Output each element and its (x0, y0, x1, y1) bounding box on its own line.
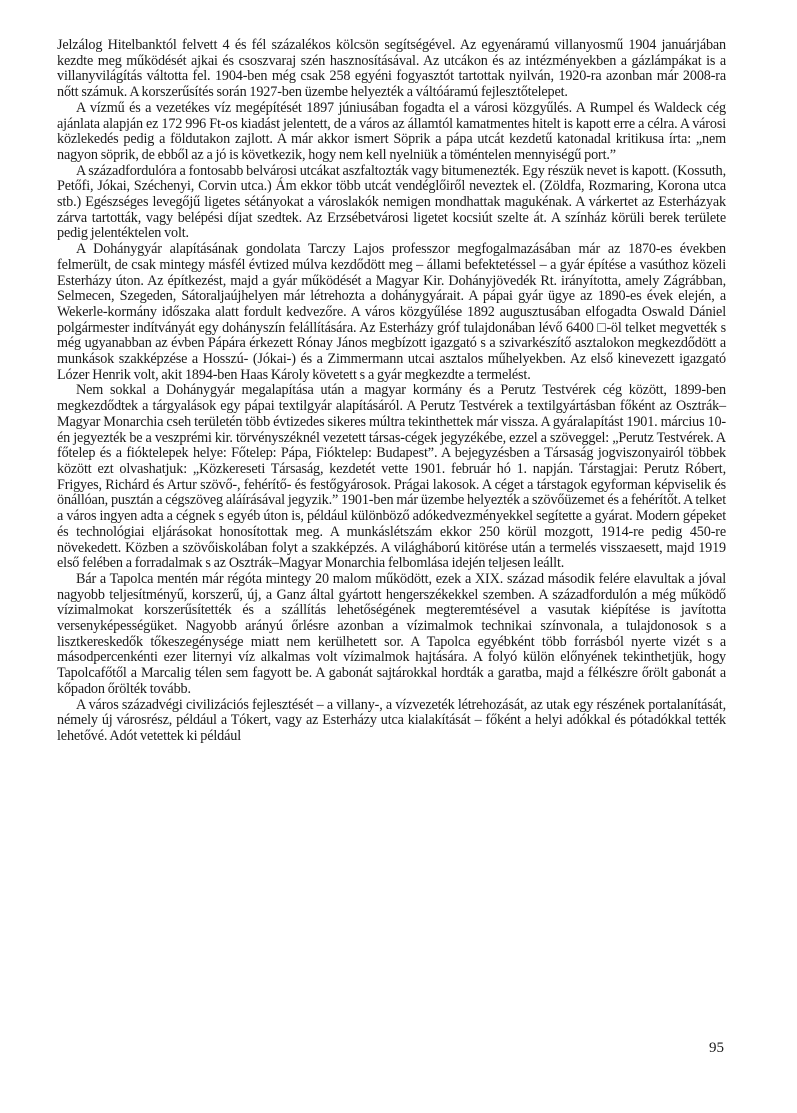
page-number: 95 (709, 1040, 724, 1056)
paragraph-city-development: A város századvégi civilizációs fejlesztését – a villany-, a vízvezeték létrehozását, az utak egy részének portalanítását, némely új városrész, például a Tókert, vagy az Esterházy utca kialakítását – főként a helyi adókkal és pótadókkal tették lehetővé. Adót vetettek ki például (57, 696, 726, 744)
paragraph-electricity: Jelzálog Hitelbanktól felvett 4 és fél százalékos kölcsön segítségével. Az egyenáramú villanyosmű 1904 januárjában kezdte meg működését ajkai és csoszvaraj szén hasznosításával. Az utcákon és az intézményekben a gázlámpákat is a villanyvilágítás váltotta fel. 1904-ben még csak 258 egyéni fogyasztót tartottak nyilván, 1920-ra azonban már 2008-ra nőtt számuk. A korszerűsítés során 1927-ben üzembe helyezték a váltóáramú fejlesztőtelepet. (57, 37, 726, 101)
paragraph-mills: Bár a Tapolca mentén már régóta mintegy 20 malom működött, ezek a XIX. század második felére elavultak a jóval nagyobb teljesítményű, korszerű, új, a Ganz által gyártott hengerszékekkel szemben. A századfordulón a még működő vízimalmokat korszerűsítették és a szállítás lehetőségének megteremtésével a vasutak kiépítése is javította versenyképességüket. Nagyobb arányú őrlésre azonban a vízimalmok technikai színvonala, a tulajdonosok s a lisztkereskedők tőkeszegénysége miatt nem kerülhetett sor. A Tapolca egyébként több forrásból nyerte vizét s a másodpercenkénti ezer liternyi víz alkalmas volt vízimalmok hajtására. A folyó külön előnyének tekinthetjük, hogy Tapolcafőtől a Marcalig télen sem fagyott be. A gabonát sajtárokkal hordták a garatba, majd a félkészre őrölt gabonát a kőpadon őrölték tovább. (57, 570, 726, 697)
paragraph-tobacco-factory: A Dohánygyár alapításának gondolata Tarczy Lajos professzor megfogalmazásában már az 1870-es években felmerült, de csak mintegy másfél évtized múlva kezdődött meg – állami befektetéssel – a gyár építése a vasúthoz közeli Esterházy úton. Az építkezést, majd a gyár működését a Magyar Kir. Dohányjövedék Rt. irányította, amely Zágrábban, Selmecen, Szegeden, Sátoraljaújhelyen már létrehozta a dohánygyárait. A pápai gyár ügye az 1890-es évek elején, a Wekerle-kormány időszaka alatt fordult kedvezőre. A város közgyűlése 1892 augusztusában elfogadta Oswald Dániel polgármester indítványát egy dohányszín felállítására. Az Esterházy gróf tulajdonában lévő 6400 □-öl telket megvették s még ugyanabban az évben Pápára érkezett Rónay János megbízott igazgató s a szivarkészítő asztalokon megkezdődött a munkások szakképzése a Hosszú- (Jókai-) és a Zimmermann utcai asztalos műhelyekben. Az első kinevezett igazgató Lózer Henrik volt, akit 1894-ben Haas Károly követett s a gyár megkezdte a termelést. (57, 241, 726, 383)
paragraph-textile-factory: Nem sokkal a Dohánygyár megalapítása után a magyar kormány és a Perutz Testvérek cég között, 1899-ben megkezdődtek a tárgyalások egy pápai textilgyár alapításáról. A Perutz Testvérek a textilgyártásban főként az Osztrák–Magyar Monarchia cseh területén több évtizedes sikeres múltra tekinthettek már vissza. A gyáralapítást 1901. március 10-én jegyezték be a veszprémi kir. törvényszéknél vezetett társas-cégek jegyzékébe, ezzel a szöveggel: „Perutz Testvérek. A főtelep és a fióktelepek helye: Főtelep: Pápa, Fióktelep: Budapest”. A bejegyzésben a Társaság jogviszonyairól többek között ezt olvashatjuk: „Közkereseti Társaság, kezdetét vette 1901. február hó 1. napján. Társtagjai: Perutz Róbert, Frigyes, Richárd és Artur szövő-, fehérítő- és festőgyárosok. Prágai lakosok. A céget a társtagok egyforman képviselik és önállóan, pusztán a cégszöveg aláírásával jegyzik.” 1901-ben már üzembe helyezték a szövőüzemet és a fehérítőt. A telket a város ingyen adta a cégnek s egyéb úton is, például különböző adókedvezményekkel segítette a gyárat. Modern gépeket és technológiai eljárásokat honosítottak meg. A munkáslétszám ekkor 250 körül mozgott, 1914-re pedig 450-re növekedett. Közben a szövőiskolában folyt a szakképzés. A világháború kitörése után a termelés visszaesett, majd 1919 első felében a forradalmak s az Osztrák–Magyar Monarchia felbomlása idején teljesen leállt. (57, 382, 726, 572)
paragraph-waterworks: A vízmű és a vezetékes víz megépítését 1897 júniusában fogadta el a városi közgyűlés. A Rumpel és Waldeck cég ajánlata alapján ez 172 996 Ft-os kiadást jelentett, de a város az államtól kamatmentes hitelt is kapott erre a célra. A városi közlekedés pedig a földutakon zajlott. A már akkor ismert Söprik a pápa utcát kezdetű katonadal kritikusa írta: „nem nagyon söprik, de ebből az a jó is következik, hogy nem kell nyelniük a töméntelen mennyiségű port.” (57, 99, 726, 163)
page-text-body (57, 38, 726, 1078)
paragraph-streets: A századfordulóra a fontosabb belvárosi utcákat aszfaltozták vagy bitumenezték. Egy részük nevet is kapott. (Kossuth, Petőfi, Jókai, Széchenyi, Corvin utca.) Ám ekkor több utcát vendéglőiről neveztek el. (Zöldfa, Rozmaring, Korona utca stb.) Egészséges levegőjű ligetes sétányokat a városlakók nemigen mondhattak magukénak. A várkertet az Esterházyak zárva tartották, vagy belépési díjat szedtek. Az Erzsébetvárosi ligetet kocsiút szelte át. A színház körüli berek területe pedig jelentéktelen volt. (57, 162, 726, 242)
